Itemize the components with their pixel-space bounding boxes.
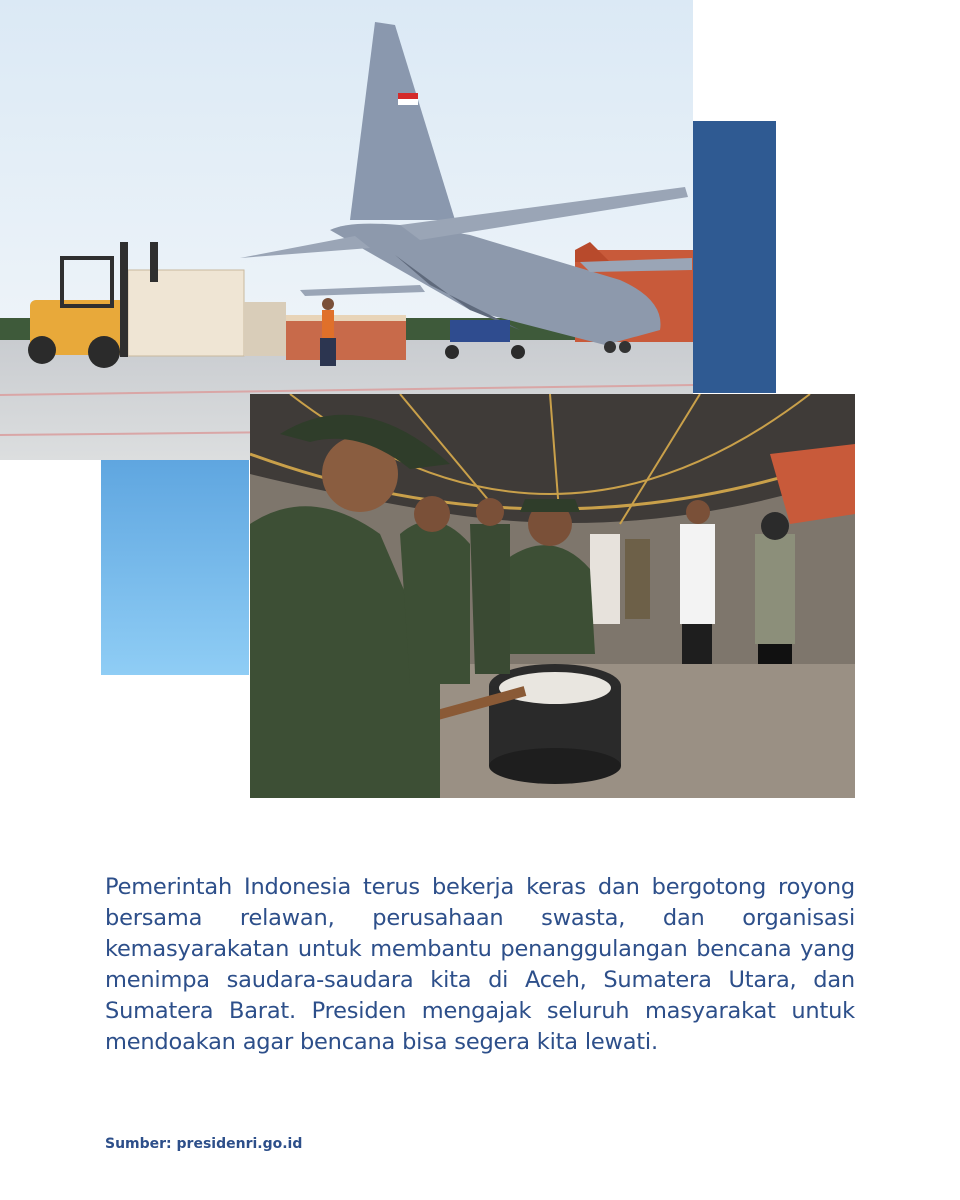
decorative-sky-block (101, 460, 249, 675)
source-credit: Sumber: presidenri.go.id (105, 1136, 303, 1152)
decorative-navy-block (693, 121, 776, 393)
body-paragraph: Pemerintah Indonesia terus bekerja keras dan bergotong royong bersama relawan, perusahaan swasta, dan organisasi kemasyarakatan untuk membantu penanggulangan bencana yang menimpa saudara-saudara kita di Aceh, Sumatera Utara, dan Sumatera Barat. Presiden mengajak seluruh masyarakat untuk mendoakan agar bencana bisa segera kita lewati. (105, 874, 855, 1055)
photo-soldiers-cooking-tent (250, 394, 855, 798)
photo-cargo-plane-unloading (0, 0, 693, 460)
